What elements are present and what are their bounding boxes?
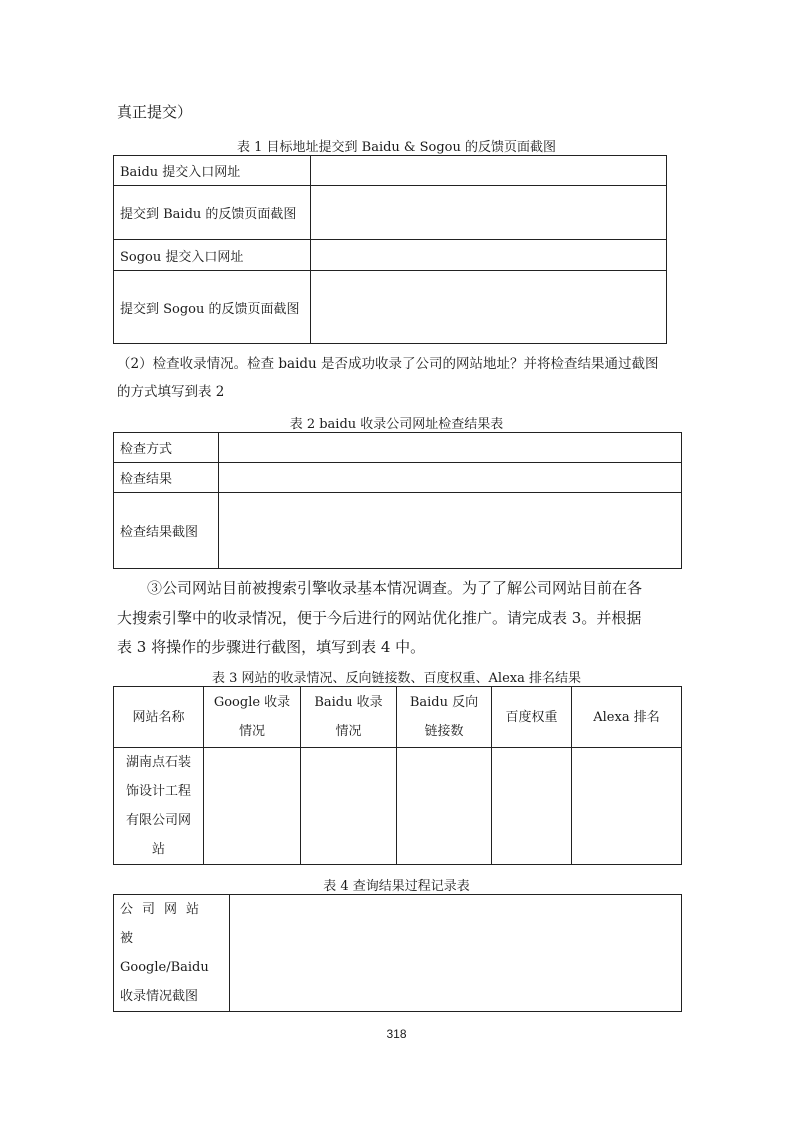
paragraph-line: （2）检查收录情况。检查 baidu 是否成功收录了公司的网站地址？并将检查结果通过截图: [117, 356, 659, 372]
table-row: [114, 240, 667, 271]
table-cell-value: [301, 748, 397, 865]
table3: [113, 686, 682, 865]
table-row: [114, 748, 682, 865]
table-cell-label: Baidu 提交入口网址: [114, 156, 311, 186]
header-cell: 百度权重: [492, 687, 572, 748]
header-cell: Baidu 收录 情况: [301, 687, 397, 748]
paragraph-line: 大搜索引擎中的收录情况，便于今后进行的网站优化推广。请完成表 3。并根据: [117, 608, 642, 627]
table-cell-value: [311, 186, 667, 240]
paragraph-line: 表 3 将操作的步骤进行截图，填写到表 4 中。: [117, 638, 426, 656]
header-cell: Alexa 排名: [572, 687, 682, 748]
table-cell-value: [219, 493, 682, 569]
table-cell-value: [230, 895, 682, 1012]
intro-line: 真正提交）: [117, 103, 193, 121]
table4: [113, 894, 682, 1012]
site-name-cell: 湖南点石装 饰设计工程 有限公司网 站: [114, 748, 204, 865]
table1: [113, 155, 667, 344]
header-cell: Google 收录 情况: [204, 687, 301, 748]
table-cell-label: 检查结果: [114, 463, 219, 493]
table-cell-value: [204, 748, 301, 865]
table-row: [114, 186, 667, 240]
table-cell-value: [492, 748, 572, 865]
paragraph-line: ③公司网站目前被搜索引擎收录基本情况调查。为了了解公司网站目前在各: [147, 579, 643, 597]
table-cell-label: 检查方式: [114, 433, 219, 463]
page-number: 318: [386, 1027, 407, 1041]
table-cell-value: [219, 463, 682, 493]
table-row: [114, 895, 682, 1012]
table-row: [114, 463, 682, 493]
table1-caption: 表 1 目标地址提交到 Baidu & Sogou 的反馈页面截图: [236, 140, 557, 155]
header-cell: Baidu 反向 链接数: [397, 687, 492, 748]
header-cell: 网站名称: [114, 687, 204, 748]
table-row: [114, 493, 682, 569]
paragraph-3: [117, 574, 681, 663]
table-cell-value: [311, 240, 667, 271]
table-row: [114, 433, 682, 463]
table-cell-value: [311, 271, 667, 344]
table2-caption: 表 2 baidu 收录公司网址检查结果表: [289, 417, 504, 432]
table4-caption: 表 4 查询结果过程记录表: [323, 879, 470, 894]
table3-caption: 表 3 网站的收录情况、反向链接数、百度权重、Alexa 排名结果: [212, 671, 581, 686]
table-cell-value: [219, 433, 682, 463]
paragraph-line: 的方式填写到表 2: [117, 384, 225, 400]
table-cell-label: 检查结果截图: [114, 493, 219, 569]
table-cell-label: 提交到 Sogou 的反馈页面截图: [114, 271, 311, 344]
table-cell-value: [311, 156, 667, 186]
table2: [113, 432, 682, 569]
table-cell-value: [397, 748, 492, 865]
table-cell-label: Sogou 提交入口网址: [114, 240, 311, 271]
paragraph-2: [117, 350, 687, 406]
table-row: [114, 271, 667, 344]
table-cell-value: [572, 748, 682, 865]
table-cell-label: 提交到 Baidu 的反馈页面截图: [114, 186, 311, 240]
table-header-row: [114, 687, 682, 748]
table-row: [114, 156, 667, 186]
table-cell-label: 公司网站被 Google/Baidu 收录情况截图: [114, 895, 230, 1012]
